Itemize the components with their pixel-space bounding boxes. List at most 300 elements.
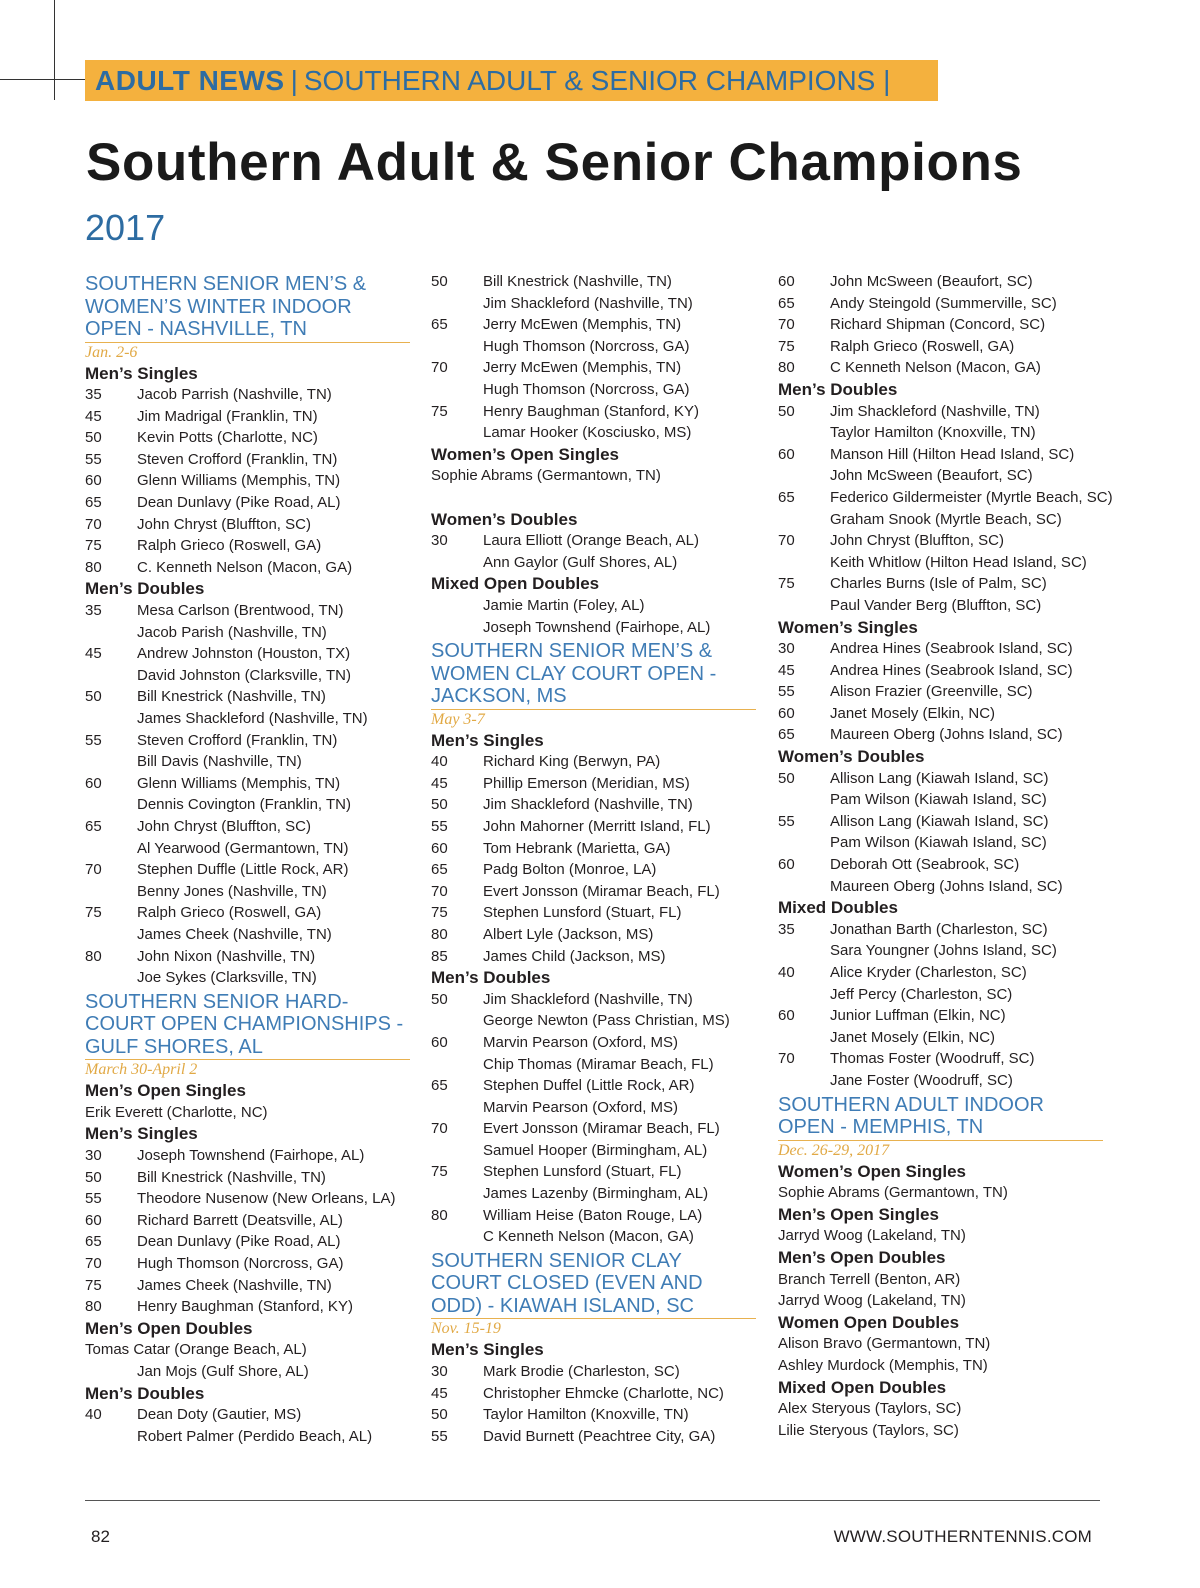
- result-row: [85, 1361, 410, 1383]
- result-row: [778, 465, 1103, 487]
- player-name: Theodore Nusenow (New Orleans, LA): [137, 1190, 396, 1208]
- age-division: 55: [85, 731, 102, 749]
- age-division: 75: [85, 904, 102, 922]
- age-division: 35: [85, 386, 102, 404]
- result-row: [778, 1005, 1103, 1027]
- player-name: Ralph Grieco (Roswell, GA): [137, 904, 322, 922]
- player-name: Taylor Hamilton (Knoxville, TN): [830, 424, 1036, 442]
- result-row: [778, 1398, 1103, 1420]
- result-row: [85, 686, 410, 708]
- result-row: [431, 1118, 756, 1140]
- player-name: Pam Wilson (Kiawah Island, SC): [830, 834, 1047, 852]
- player-name: Pam Wilson (Kiawah Island, SC): [830, 791, 1047, 809]
- result-row: [778, 811, 1103, 833]
- player-name: Lamar Hooker (Kosciusko, MS): [483, 424, 692, 442]
- age-division: [778, 789, 830, 811]
- age-division: 80: [85, 947, 102, 965]
- player-name: Jacob Parish (Nashville, TN): [137, 623, 327, 641]
- age-division: [431, 595, 483, 617]
- player-name: Steven Crofford (Franklin, TN): [137, 731, 338, 749]
- age-division: 50: [431, 990, 448, 1008]
- result-row: [85, 859, 410, 881]
- age-division: [778, 509, 830, 531]
- age-division: 55: [431, 1427, 448, 1445]
- age-division: [778, 552, 830, 574]
- result-row: [431, 1054, 756, 1076]
- footer-divider: [85, 1500, 1100, 1501]
- category-heading: Women’s Singles: [778, 617, 918, 637]
- result-row: [778, 1269, 1103, 1291]
- result-row: [431, 1361, 756, 1383]
- result-row: [85, 1253, 410, 1275]
- category-heading: Men’s Doubles: [85, 579, 205, 599]
- age-division: [778, 422, 830, 444]
- page-title: Southern Adult & Senior Champions: [86, 133, 1023, 192]
- player-name: Tom Hebrank (Marietta, GA): [483, 839, 671, 857]
- age-division: 65: [431, 316, 448, 334]
- result-row: [85, 1167, 410, 1189]
- age-division: 80: [431, 925, 448, 943]
- age-division: 75: [85, 1276, 102, 1294]
- result-row: [431, 595, 756, 617]
- result-row: [85, 1188, 410, 1210]
- age-division: [778, 595, 830, 617]
- category-heading: Women’s Open Singles: [778, 1161, 966, 1181]
- player-name: James Lazenby (Birmingham, AL): [483, 1185, 709, 1203]
- result-row: [431, 902, 756, 924]
- category-heading: Men’s Singles: [431, 1340, 544, 1360]
- player-name: Chip Thomas (Miramar Beach, FL): [483, 1055, 714, 1073]
- age-division: 80: [85, 1298, 102, 1316]
- player-name: James Child (Jackson, MS): [483, 947, 666, 965]
- result-row: [431, 401, 756, 423]
- result-row: [778, 984, 1103, 1006]
- player-name: Jim Shackleford (Nashville, TN): [830, 402, 1040, 420]
- player-name: Janet Mosely (Elkin, NC): [830, 704, 996, 722]
- result-row: [431, 1010, 756, 1032]
- age-division: 45: [778, 661, 795, 679]
- result-row: [778, 357, 1103, 379]
- player-name: Jim Shackleford (Nashville, TN): [483, 990, 693, 1008]
- player-name: Erik Everett (Charlotte, NC): [85, 1103, 268, 1121]
- age-division: 50: [85, 429, 102, 447]
- result-row: [85, 492, 410, 514]
- age-division: 50: [431, 796, 448, 814]
- age-division: 60: [778, 445, 795, 463]
- category-heading: Mixed Open Doubles: [778, 1377, 947, 1397]
- result-row: [431, 1032, 756, 1054]
- result-row: [778, 660, 1103, 682]
- age-division: 85: [431, 947, 448, 965]
- result-row: [778, 638, 1103, 660]
- player-name: Ralph Grieco (Roswell, GA): [137, 537, 322, 555]
- age-division: [778, 465, 830, 487]
- player-name: Alex Steryous (Taylors, SC): [778, 1400, 962, 1418]
- player-name: Ann Gaylor (Gulf Shores, AL): [483, 553, 678, 571]
- category-heading: Men’s Doubles: [431, 968, 551, 988]
- result-row: [778, 1070, 1103, 1092]
- age-division: 30: [431, 532, 448, 550]
- player-name: James Shackleford (Nashville, TN): [137, 710, 368, 727]
- age-division: 30: [778, 640, 795, 658]
- result-row: [778, 1420, 1103, 1442]
- age-division: [778, 940, 830, 962]
- age-division: 55: [778, 683, 795, 701]
- player-name: Taylor Hamilton (Knoxville, TN): [483, 1406, 689, 1424]
- age-division: 60: [778, 856, 795, 874]
- player-name: Jonathan Barth (Charleston, SC): [830, 920, 1048, 938]
- player-name: Sophie Abrams (Germantown, TN): [431, 467, 661, 485]
- player-name: Alison Frazier (Greenville, SC): [830, 683, 1033, 701]
- result-row: [778, 271, 1103, 293]
- result-row: [431, 1161, 756, 1183]
- category-heading: Men’s Singles: [431, 730, 544, 750]
- result-row: [778, 919, 1103, 941]
- player-name: Hugh Thomson (Norcross, GA): [483, 337, 690, 355]
- player-name: Branch Terrell (Benton, AR): [778, 1270, 961, 1288]
- age-division: [85, 708, 137, 730]
- banner-subsection-label: SOUTHERN ADULT & SENIOR CHAMPIONS |: [303, 64, 891, 96]
- age-division: 75: [778, 575, 795, 593]
- player-name: Jan Mojs (Gulf Shore, AL): [137, 1362, 309, 1380]
- player-name: Alice Kryder (Charleston, SC): [830, 964, 1027, 981]
- player-name: Bill Knestrick (Nashville, TN): [483, 273, 672, 290]
- result-row: [85, 902, 410, 924]
- category-heading: Men’s Open Doubles: [85, 1318, 253, 1338]
- result-row: [85, 924, 410, 946]
- player-name: Andrew Johnston (Houston, TX): [137, 645, 351, 663]
- player-name: John Nixon (Nashville, TN): [137, 947, 316, 965]
- banner-separator: |: [290, 64, 298, 96]
- result-row: [778, 336, 1103, 358]
- age-division: 65: [778, 726, 795, 744]
- result-row: [778, 1225, 1103, 1247]
- event-title: SOUTHERN SENIOR HARD-COURT OPEN CHAMPIONSHIPS - GULF SHORES, AL: [85, 991, 410, 1061]
- result-row: [431, 1226, 756, 1248]
- result-row: [85, 946, 410, 968]
- player-name: Dean Dunlavy (Pike Road, AL): [137, 494, 341, 512]
- player-name: John Chryst (Bluffton, SC): [137, 515, 311, 533]
- player-name: John Chryst (Bluffton, SC): [137, 817, 311, 835]
- player-name: Henry Baughman (Stanford, KY): [483, 402, 699, 420]
- results-column-3: [778, 271, 1113, 1441]
- result-row: [431, 1383, 756, 1405]
- player-name: Lilie Steryous (Taylors, SC): [778, 1421, 959, 1439]
- player-name: Bill Knestrick (Nashville, TN): [137, 688, 326, 706]
- age-division: 50: [85, 688, 102, 706]
- age-division: 60: [85, 774, 102, 792]
- result-row: [778, 401, 1103, 423]
- result-row: [431, 881, 756, 903]
- player-name: Stephen Duffle (Little Rock, AR): [137, 861, 349, 879]
- age-division: [778, 984, 830, 1006]
- result-row: [85, 665, 410, 687]
- result-row: [85, 514, 410, 536]
- event-date: May 3-7: [431, 710, 485, 728]
- result-row: [431, 1404, 756, 1426]
- age-division: 40: [431, 753, 448, 771]
- player-name: Andrea Hines (Seabrook Island, SC): [830, 661, 1073, 679]
- age-division: [778, 1070, 830, 1092]
- page-number: 82: [91, 1527, 110, 1546]
- age-division: 50: [778, 402, 795, 420]
- player-name: John McSween (Beaufort, SC): [830, 273, 1033, 290]
- result-row: [85, 730, 410, 752]
- category-heading: Women’s Doubles: [431, 509, 578, 529]
- player-name: Jeff Percy (Charleston, SC): [830, 985, 1013, 1003]
- player-name: Dennis Covington (Franklin, TN): [137, 796, 351, 814]
- result-row: [778, 681, 1103, 703]
- player-name: Kevin Potts (Charlotte, NC): [137, 429, 318, 447]
- age-division: 65: [431, 1077, 448, 1095]
- player-name: John Chryst (Bluffton, SC): [830, 532, 1004, 550]
- section-banner: [85, 60, 938, 101]
- player-name: Dean Doty (Gautier, MS): [137, 1406, 302, 1424]
- player-name: James Cheek (Nashville, TN): [137, 1276, 332, 1294]
- age-division: 70: [778, 532, 795, 550]
- player-name: Mesa Carlson (Brentwood, TN): [137, 602, 344, 620]
- age-division: 45: [85, 645, 102, 663]
- result-row: [431, 1183, 756, 1205]
- age-division: 60: [778, 704, 795, 722]
- age-division: 70: [85, 515, 102, 533]
- player-name: George Newton (Pass Christian, MS): [483, 1012, 730, 1030]
- player-name: Jarryd Woog (Lakeland, TN): [778, 1227, 966, 1245]
- player-name: Samuel Hooper (Birmingham, AL): [483, 1141, 708, 1159]
- age-division: [431, 293, 483, 315]
- player-name: Sara Youngner (Johns Island, SC): [830, 942, 1057, 960]
- age-division: 50: [431, 273, 448, 290]
- age-division: [431, 1183, 483, 1205]
- player-name: Janet Mosely (Elkin, NC): [830, 1028, 996, 1046]
- result-row: [85, 773, 410, 795]
- result-row: [778, 876, 1103, 898]
- player-name: Hugh Thomson (Norcross, GA): [483, 380, 690, 398]
- result-row: [431, 1140, 756, 1162]
- player-name: Stephen Lunsford (Stuart, FL): [483, 904, 682, 922]
- age-division: 45: [431, 774, 448, 792]
- result-row: [778, 1182, 1103, 1204]
- player-name: Jane Foster (Woodruff, SC): [830, 1071, 1013, 1089]
- age-division: 55: [778, 812, 795, 830]
- result-row: [85, 1102, 410, 1124]
- banner-section-label: ADULT NEWS: [95, 64, 285, 96]
- player-name: Joseph Townshend (Fairhope, AL): [483, 618, 711, 636]
- category-heading: Men’s Singles: [85, 363, 198, 383]
- result-row: [778, 1290, 1103, 1312]
- result-row: [778, 854, 1103, 876]
- result-row: [431, 271, 756, 293]
- result-row: [431, 751, 756, 773]
- result-row: [85, 557, 410, 579]
- age-division: 30: [431, 1362, 448, 1380]
- result-row: [431, 859, 756, 881]
- player-name: Steven Crofford (Franklin, TN): [137, 450, 338, 468]
- player-name: Manson Hill (Hilton Head Island, SC): [830, 445, 1075, 463]
- result-row: [431, 617, 756, 639]
- age-division: [431, 617, 483, 639]
- player-name: Jarryd Woog (Lakeland, TN): [778, 1292, 966, 1310]
- age-division: [85, 924, 137, 946]
- age-division: 75: [431, 1163, 448, 1181]
- player-name: Jim Shackleford (Nashville, TN): [483, 796, 693, 814]
- player-name: Jacob Parrish (Nashville, TN): [137, 386, 332, 404]
- result-row: [431, 794, 756, 816]
- age-division: 80: [431, 1206, 448, 1224]
- result-row: [431, 357, 756, 379]
- player-name: Henry Baughman (Stanford, KY): [137, 1298, 353, 1316]
- player-name: Marvin Pearson (Oxford, MS): [483, 1098, 679, 1116]
- player-name: Glenn Williams (Memphis, TN): [137, 774, 341, 792]
- result-row: [431, 422, 756, 444]
- age-division: 75: [431, 402, 448, 420]
- result-row: [778, 573, 1103, 595]
- age-division: 55: [85, 450, 102, 468]
- website-url: WWW.SOUTHERNTENNIS.COM: [833, 1527, 1092, 1546]
- player-name: John McSween (Beaufort, SC): [830, 467, 1033, 485]
- age-division: [431, 1226, 483, 1248]
- player-name: Graham Snook (Myrtle Beach, SC): [830, 510, 1062, 528]
- result-row: [85, 643, 410, 665]
- player-name: C. Kenneth Nelson (Macon, GA): [137, 558, 353, 576]
- result-row: [778, 703, 1103, 725]
- event-title: SOUTHERN SENIOR MEN’S & WOMEN’S WINTER INDOOR OPEN - NASHVILLE, TN: [85, 273, 410, 343]
- category-heading: Men’s Doubles: [778, 379, 898, 399]
- result-row: [85, 751, 410, 773]
- result-row: [778, 724, 1103, 746]
- result-row: [85, 1145, 410, 1167]
- category-heading: Men’s Doubles: [85, 1383, 205, 1403]
- result-row: [85, 600, 410, 622]
- player-name: Tomas Catar (Orange Beach, AL): [85, 1341, 307, 1359]
- result-row: [431, 1075, 756, 1097]
- result-row: [431, 1205, 756, 1227]
- player-name: Albert Lyle (Jackson, MS): [483, 925, 654, 943]
- player-name: Stephen Duffel (Little Rock, AR): [483, 1077, 695, 1095]
- age-division: [431, 1097, 483, 1119]
- age-division: [431, 1140, 483, 1162]
- age-division: 40: [85, 1406, 102, 1424]
- player-name: Evert Jonsson (Miramar Beach, FL): [483, 882, 720, 900]
- player-name: C Kenneth Nelson (Macon, GA): [483, 1228, 694, 1246]
- result-row: [85, 406, 410, 428]
- result-row: [778, 962, 1103, 984]
- result-row: [85, 1426, 410, 1448]
- age-division: [85, 967, 137, 989]
- category-heading: Mixed Doubles: [778, 898, 898, 918]
- player-name: Mark Brodie (Charleston, SC): [483, 1362, 680, 1380]
- player-name: Richard King (Berwyn, PA): [483, 753, 661, 771]
- player-name: Allison Lang (Kiawah Island, SC): [830, 812, 1049, 830]
- player-name: Robert Palmer (Perdido Beach, AL): [137, 1427, 373, 1445]
- result-row: [778, 293, 1103, 315]
- category-heading: Women’s Doubles: [778, 747, 925, 767]
- result-row: [431, 552, 756, 574]
- result-row: [778, 487, 1113, 509]
- player-name: Allison Lang (Kiawah Island, SC): [830, 769, 1049, 787]
- player-name: Christopher Ehmcke (Charlotte, NC): [483, 1384, 724, 1402]
- result-row: [85, 427, 410, 449]
- result-row: [85, 816, 410, 838]
- event-date: Nov. 15-19: [431, 1320, 501, 1338]
- player-name: Jamie Martin (Foley, AL): [483, 596, 645, 614]
- event-date: March 30-April 2: [85, 1061, 198, 1079]
- player-name: Deborah Ott (Seabrook, SC): [830, 856, 1020, 874]
- age-division: [778, 876, 830, 898]
- age-division: 60: [431, 839, 448, 857]
- result-row: [778, 509, 1103, 531]
- result-row: [431, 989, 756, 1011]
- result-row: [778, 768, 1103, 790]
- player-name: Junior Luffman (Elkin, NC): [830, 1007, 1006, 1025]
- category-heading: Women’s Open Singles: [431, 444, 619, 464]
- player-name: Dean Dunlavy (Pike Road, AL): [137, 1233, 341, 1251]
- age-division: 60: [85, 1211, 102, 1229]
- results-column-2: [431, 271, 756, 1447]
- result-row: [778, 940, 1103, 962]
- age-division: 70: [85, 1254, 102, 1272]
- player-name: Al Yearwood (Germantown, TN): [137, 839, 349, 857]
- result-row: [85, 384, 410, 406]
- age-division: [85, 838, 137, 860]
- age-division: 65: [85, 817, 102, 835]
- player-name: Maureen Oberg (Johns Island, SC): [830, 877, 1063, 895]
- category-heading: Men’s Open Doubles: [778, 1247, 946, 1267]
- age-division: [85, 794, 137, 816]
- player-name: Keith Whitlow (Hilton Head Island, SC): [830, 553, 1087, 571]
- age-division: 80: [85, 558, 102, 576]
- result-row: [778, 314, 1103, 336]
- player-name: Andrea Hines (Seabrook Island, SC): [830, 640, 1073, 658]
- player-name: Stephen Lunsford (Stuart, FL): [483, 1163, 682, 1181]
- result-row: [778, 1048, 1103, 1070]
- age-division: 75: [85, 537, 102, 555]
- result-row: [778, 1333, 1103, 1355]
- crop-mark-vertical: [54, 0, 55, 100]
- player-name: Glenn Williams (Memphis, TN): [137, 472, 341, 490]
- age-division: 35: [778, 920, 795, 938]
- age-division: 65: [85, 494, 102, 512]
- results-column-1: [85, 271, 410, 1447]
- result-row: [778, 595, 1103, 617]
- result-row: [431, 314, 756, 336]
- age-division: 65: [431, 861, 448, 879]
- player-name: Marvin Pearson (Oxford, MS): [483, 1033, 679, 1051]
- result-row: [431, 816, 756, 838]
- player-name: Jim Madrigal (Franklin, TN): [137, 407, 318, 425]
- player-name: Hugh Thomson (Norcross, GA): [137, 1254, 344, 1272]
- age-division: [85, 881, 137, 903]
- age-division: 75: [431, 904, 448, 922]
- age-division: 70: [778, 1050, 795, 1068]
- result-row: [85, 1296, 410, 1318]
- result-row: [778, 422, 1103, 444]
- age-division: [85, 622, 137, 644]
- age-division: [431, 336, 483, 358]
- result-row: [431, 1097, 756, 1119]
- event-date: Dec. 26-29, 2017: [778, 1141, 890, 1159]
- age-division: 70: [85, 861, 102, 879]
- player-name: Ashley Murdock (Memphis, TN): [778, 1356, 988, 1374]
- age-division: 70: [431, 882, 448, 900]
- player-name: Ralph Grieco (Roswell, GA): [830, 337, 1015, 355]
- player-name: Benny Jones (Nashville, TN): [137, 882, 327, 900]
- age-division: 55: [85, 1190, 102, 1208]
- age-division: [431, 552, 483, 574]
- result-row: [778, 832, 1103, 854]
- result-row: [431, 379, 756, 401]
- spacer: [431, 487, 756, 509]
